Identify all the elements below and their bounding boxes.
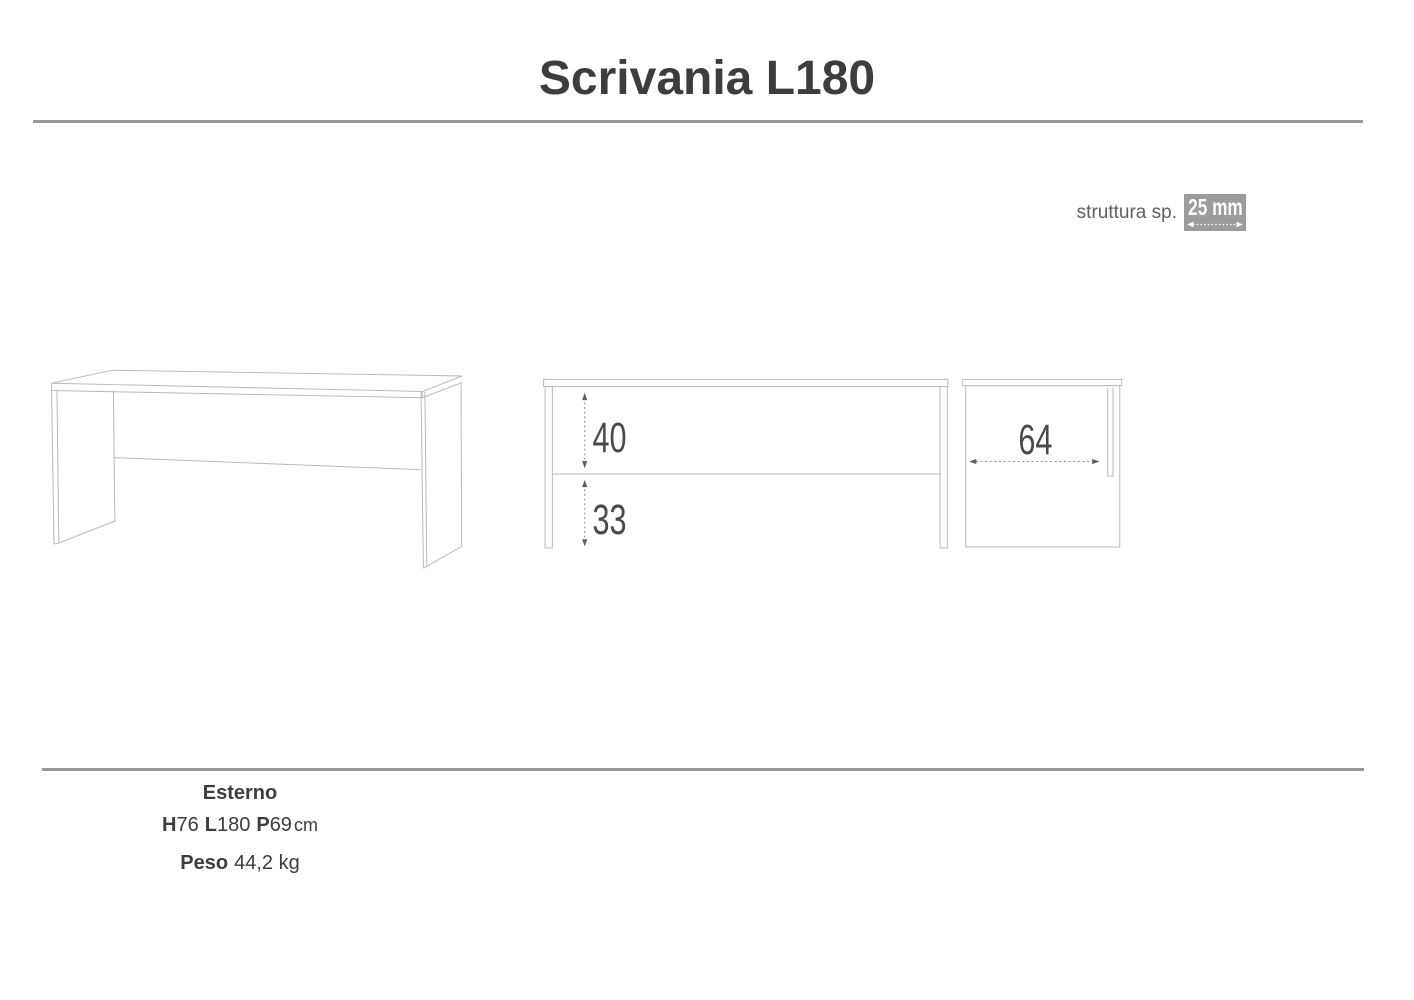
- dim-value: 180: [216, 814, 251, 836]
- arrow-down-icon: [582, 461, 587, 468]
- width-arrow-icon: [1187, 220, 1243, 229]
- left-panel-bottom-edge: [54, 521, 115, 544]
- dimension-lower-value: 33: [592, 494, 627, 544]
- front-view-top: [544, 379, 948, 386]
- dim-unit: cm: [293, 815, 318, 835]
- right-panel-front-outer-edge: [421, 391, 423, 568]
- external-dimensions: [40, 814, 440, 837]
- weight-value: 44,2 kg: [234, 852, 300, 874]
- front-view-left-leg: [545, 387, 552, 548]
- dimension-upper-value: 40: [592, 412, 627, 462]
- structure-thickness-label: struttura sp.: [1076, 202, 1177, 223]
- left-panel-back-edge: [113, 390, 114, 520]
- side-view-panel: [966, 386, 1120, 547]
- desk-top-surface: [52, 370, 462, 391]
- thickness-value: 25 mm: [1187, 194, 1243, 220]
- dim-key: P: [256, 814, 270, 836]
- desk-perspective-view: [52, 370, 462, 568]
- title-underline: [33, 120, 1363, 123]
- dim-key: L: [204, 814, 217, 836]
- dimension-upper-height: [582, 393, 626, 468]
- specs-heading: Esterno: [202, 782, 278, 804]
- left-panel-front-inner-edge: [57, 390, 59, 543]
- arrow-up-icon: [582, 480, 587, 487]
- left-panel-front-outer-edge: [52, 390, 54, 544]
- dimension-lower-height: [582, 480, 626, 547]
- dim-key: H: [162, 814, 177, 836]
- technical-drawings: [40, 360, 1170, 590]
- page-title: Scrivania L180: [538, 52, 876, 105]
- arrow-down-icon: [582, 539, 587, 546]
- right-panel-front-inner-edge: [425, 392, 427, 567]
- structure-thickness-note: [1077, 194, 1246, 231]
- right-panel-bottom-edge: [423, 546, 461, 568]
- modesty-panel-bottom-edge: [113, 458, 421, 470]
- side-view-top: [962, 379, 1121, 385]
- dim-value: 69: [269, 814, 292, 836]
- specs-block: [40, 782, 440, 875]
- desk-side-view: [962, 379, 1121, 547]
- weight-row: [40, 852, 440, 875]
- front-view-right-leg: [940, 387, 947, 548]
- dimension-depth-value: 64: [1018, 414, 1053, 463]
- arrow-up-icon: [582, 393, 587, 400]
- footer-separator: [42, 768, 1364, 771]
- dim-value: 76: [176, 814, 199, 836]
- weight-label: Peso: [180, 852, 229, 874]
- thickness-value-badge: [1184, 194, 1246, 231]
